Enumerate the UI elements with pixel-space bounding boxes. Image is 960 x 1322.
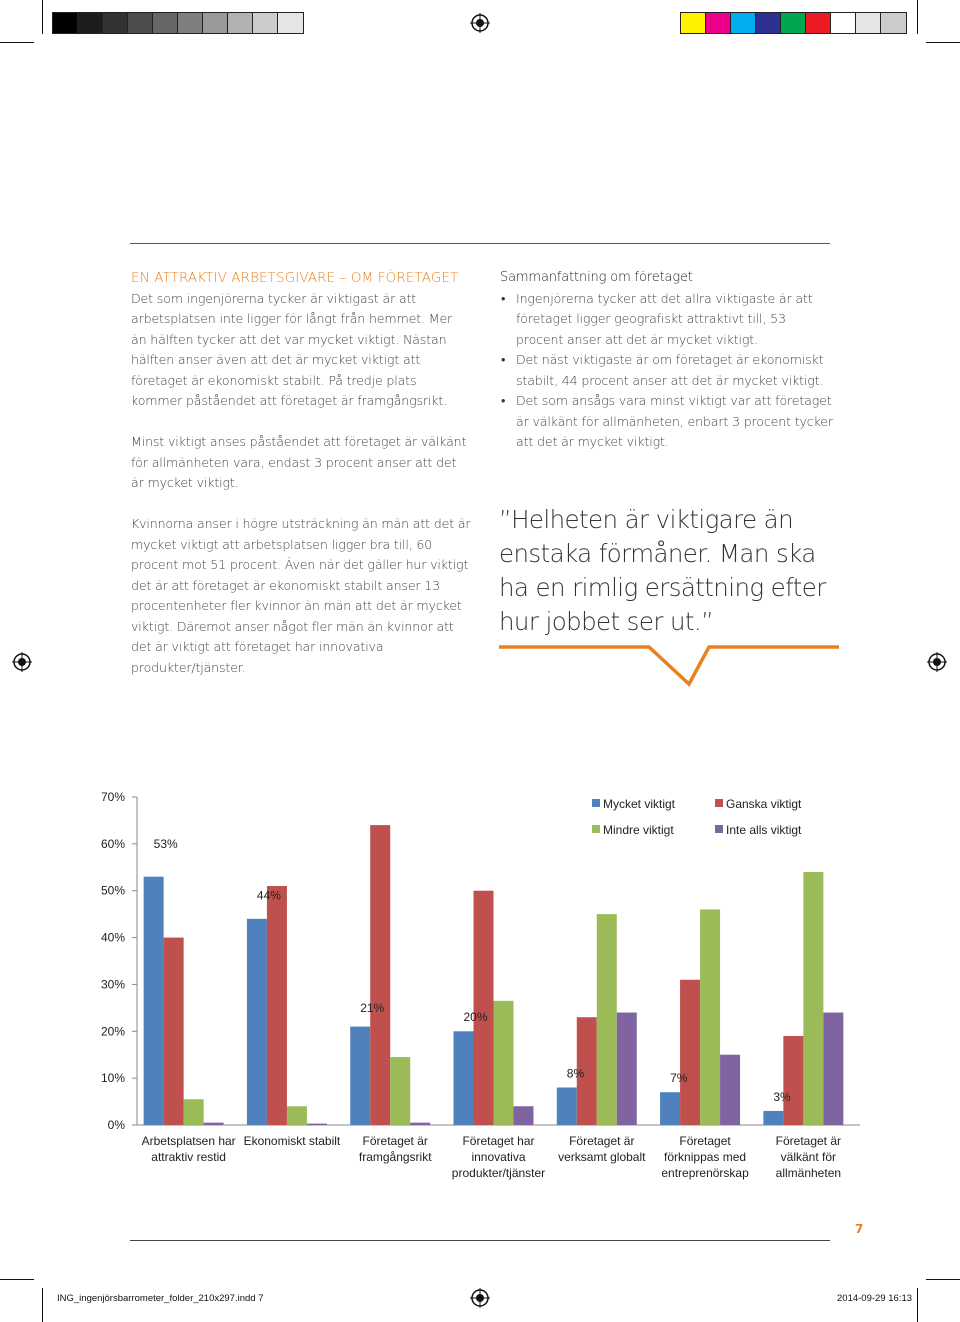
data-label: 3% [773, 1089, 791, 1104]
slug-date: 2014-09-29 16:13 [837, 1293, 913, 1304]
bar-0 [660, 1092, 680, 1125]
color-swatch [756, 13, 781, 33]
category-label: entreprenörskap [661, 1166, 749, 1180]
crop-mark [42, 1288, 43, 1322]
bar-1 [164, 938, 184, 1125]
color-swatch [856, 13, 881, 33]
bar-1 [267, 886, 287, 1125]
data-label: 53% [153, 836, 178, 851]
bar-0 [557, 1088, 577, 1125]
crop-mark [917, 1288, 918, 1322]
legend-label: Inte alls viktigt [726, 823, 802, 837]
data-label: 7% [670, 1071, 688, 1086]
legend-swatch [592, 825, 600, 833]
bar-2 [184, 1099, 204, 1125]
category-label: Arbetsplatsen har [141, 1134, 236, 1148]
bar-2 [287, 1106, 307, 1125]
bar-0 [247, 919, 267, 1125]
data-label: 21% [360, 1000, 385, 1015]
registration-mark-top [470, 13, 490, 33]
registration-mark-left [12, 652, 32, 672]
color-swatch [831, 13, 856, 33]
y-tick-label: 40% [100, 930, 125, 945]
color-swatch [228, 13, 253, 33]
body-paragraph: Det som ingenjörerna tycker är viktigast är att arbetsplatsen inte ligger för långt från hemmet. Mer än hälften tycker att det var mycket viktigt. Nästan hälften anser även att det är mycket viktigt att företaget är ekonomiskt stabilt. På tredje plats kommer påståendet att företaget är framgångsrikt. [131, 290, 453, 408]
grey-swatch-bar [52, 12, 304, 34]
bar-2 [494, 1001, 514, 1125]
legend-swatch [715, 825, 723, 833]
data-label: 8% [566, 1066, 585, 1081]
category-label: innovativa [471, 1150, 526, 1164]
bar-2 [597, 914, 617, 1125]
slug-filename: ING_ingenjörsbarrometer_folder_210x297.indd 7 [57, 1293, 264, 1304]
quote-bubble-outline [499, 640, 839, 690]
summary-column [500, 268, 835, 453]
bar-3 [617, 1013, 637, 1125]
category-label: produkter/tjänster [451, 1166, 546, 1180]
body-paragraph: Kvinnorna anser i högre utsträckning än män att det är mycket viktigt att arbetsplatsen ligger bra till, 60 procent mot 51 procent. Även när det gäller hur viktigt det är att företaget är ekonomiskt stabilt anser 13 procentenheter fler kvinnor än män att det är mycket viktigt. Däremot anser något fler män än kvinnor att det är viktigt att företaget har innovativa produkter/tjänster. [131, 516, 471, 675]
y-tick-label: 30% [100, 977, 125, 992]
category-label: Företaget är [362, 1134, 428, 1148]
color-swatch [103, 13, 128, 33]
crop-mark [926, 42, 960, 43]
color-swatch [806, 13, 831, 33]
bar-0 [350, 1027, 370, 1125]
summary-title: Sammanfattning om företaget [500, 270, 693, 285]
legend-label: Ganska viktigt [726, 797, 802, 811]
summary-bullet: • Det som ansågs vara minst viktigt var att företaget är välkänt för allmänheten, enbart 3 procent tycker att det är mycket viktigt. [500, 391, 835, 453]
y-tick-label: 70% [100, 790, 125, 804]
summary-bullet: • Det näst viktigaste är om företaget är ekonomiskt stabilt, 44 procent anser att det är mycket viktigt. [500, 350, 835, 391]
y-tick-label: 50% [100, 883, 125, 898]
legend-label: Mindre viktigt [603, 823, 674, 837]
color-swatch-bar [680, 12, 907, 34]
importance-bar-chart [90, 780, 870, 1190]
color-swatch [53, 13, 78, 33]
body-paragraph: Minst viktigt anses påståendet att företaget är välkänt för allmänheten vara, endast 3 procent anser att det är mycket viktigt. [131, 434, 467, 490]
bar-1 [783, 1036, 803, 1125]
bar-1 [474, 891, 494, 1125]
registration-mark-right [927, 652, 947, 672]
bar-2 [803, 872, 823, 1125]
y-tick-label: 60% [100, 836, 125, 851]
data-label: 44% [256, 888, 281, 903]
bar-3 [720, 1055, 740, 1125]
category-label: allmänheten [775, 1166, 842, 1180]
quote-bubble-line [499, 647, 839, 684]
color-swatch [731, 13, 756, 33]
registration-mark-bottom [470, 1288, 490, 1308]
bar-3 [204, 1123, 224, 1125]
color-swatch [153, 13, 178, 33]
crop-mark [926, 1279, 960, 1280]
legend-label: Mycket viktigt [603, 797, 676, 811]
top-rule [130, 243, 830, 244]
bar-1 [370, 825, 390, 1125]
color-swatch [203, 13, 228, 33]
category-label: Företaget har [462, 1134, 535, 1148]
chart-bars [144, 825, 844, 1125]
pull-quote: ”Helheten är viktigare än enstaka förmåner. Man ska ha en rimlig ersättning efter hur jobbet ser ut.” [499, 505, 826, 636]
left-text-column [131, 268, 471, 699]
section-title: EN ATTRAKTIV ARBETSGIVARE – OM FÖRETAGET [131, 270, 459, 286]
category-label: verksamt globalt [558, 1150, 646, 1164]
category-label: Företaget [679, 1134, 731, 1148]
bar-3 [514, 1106, 534, 1125]
color-swatch [881, 13, 906, 33]
bar-2 [390, 1057, 410, 1125]
bar-1 [680, 980, 700, 1125]
page-number: 7 [855, 1222, 864, 1236]
color-swatch [706, 13, 731, 33]
bottom-rule [130, 1240, 830, 1241]
bar-0 [144, 877, 164, 1125]
bar-0 [454, 1031, 474, 1125]
summary-bullet: • Ingenjörerna tycker att det allra viktigaste är att företaget ligger geografiskt attraktivt till, 53 procent anser att det är mycket viktigt. [500, 289, 835, 351]
category-label: attraktiv restid [151, 1150, 226, 1164]
color-swatch [278, 13, 303, 33]
color-swatch [781, 13, 806, 33]
category-label: förknippas med [664, 1150, 747, 1164]
y-tick-label: 0% [107, 1118, 125, 1132]
data-label: 20% [463, 1010, 488, 1025]
summary-list [500, 289, 835, 453]
crop-mark [0, 42, 34, 43]
y-tick-label: 20% [100, 1024, 125, 1039]
bar-3 [307, 1124, 327, 1125]
color-swatch [78, 13, 103, 33]
category-label: välkänt för [780, 1150, 837, 1164]
category-label: Företaget är [775, 1134, 842, 1148]
chart-legend [592, 797, 802, 837]
color-swatch [253, 13, 278, 33]
y-tick-label: 10% [100, 1071, 125, 1086]
legend-swatch [592, 799, 600, 807]
bar-0 [763, 1111, 783, 1125]
crop-mark [917, 0, 918, 34]
color-swatch [128, 13, 153, 33]
bar-2 [700, 909, 720, 1125]
category-label: Ekonomiskt stabilt [243, 1134, 341, 1148]
bar-3 [410, 1123, 430, 1125]
color-swatch [681, 13, 706, 33]
category-label: Företaget är [569, 1134, 635, 1148]
bar-3 [823, 1013, 843, 1125]
crop-mark [0, 1279, 34, 1280]
legend-swatch [715, 799, 723, 807]
crop-mark [42, 0, 43, 34]
category-label: framgångsrikt [358, 1150, 432, 1164]
color-swatch [178, 13, 203, 33]
